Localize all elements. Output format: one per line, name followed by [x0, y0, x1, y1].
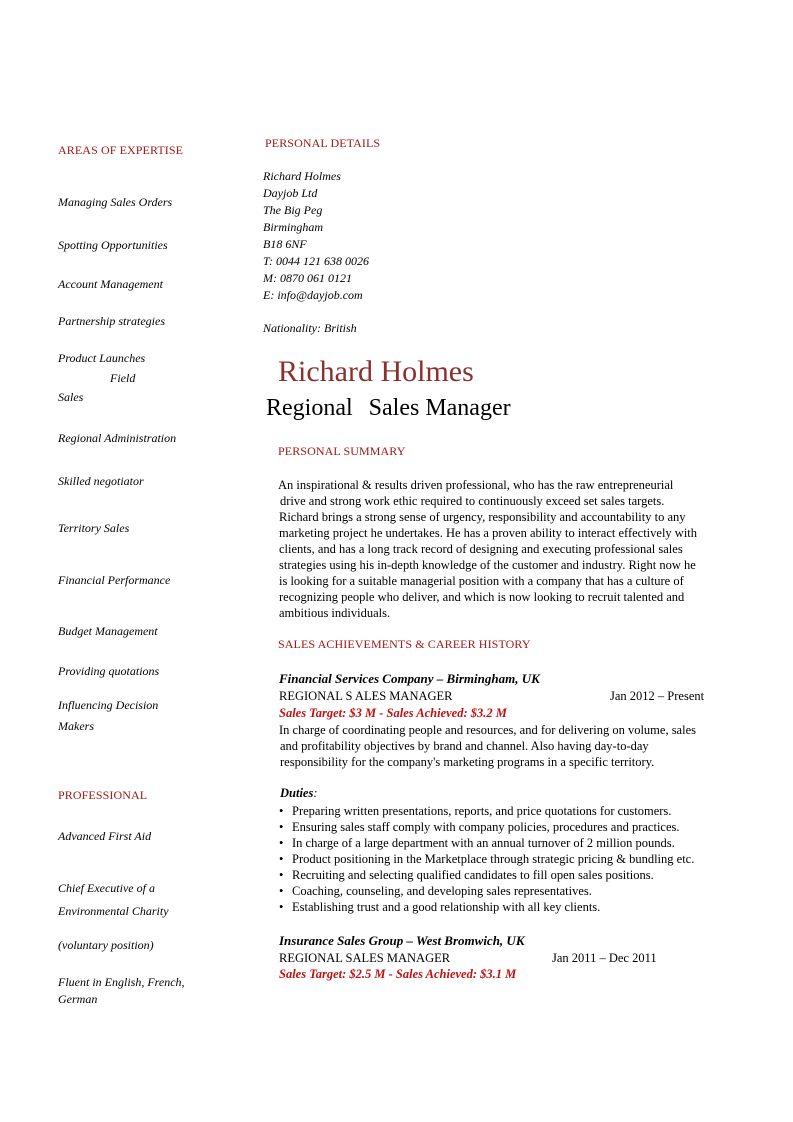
expertise-item: Makers [58, 719, 94, 733]
professional-item: Fluent in English, French, [58, 975, 185, 989]
summary-line: marketing project he undertakes. He has a proven ability to interact effectively with [279, 526, 698, 540]
contact-block [263, 168, 369, 304]
job-dates: Jan 2011 – Dec 2011 [552, 951, 657, 965]
summary-line: An inspirational & results driven professional, who has the raw entrepreneurial [278, 478, 674, 492]
job-description-line: and profitability objectives by brand and channel. Also having day-to-day [280, 739, 649, 753]
candidate-name: Richard Holmes [278, 355, 474, 388]
summary-line: clients, and has a long track record of designing and executing professional sales [279, 542, 683, 556]
expertise-item: Product Launches [58, 351, 146, 365]
summary-line: is looking for a suitable managerial position with a company that has a culture of [279, 574, 684, 588]
job-role-part: Regional [266, 395, 353, 421]
expertise-item: Skilled negotiator [58, 474, 144, 488]
duty-item: • Product positioning in the Marketplace through strategic pricing & bundling etc. [277, 851, 694, 867]
personal-details-heading: PERSONAL DETAILS [265, 136, 381, 150]
professional-item: Chief Executive of a [58, 881, 155, 895]
professional-heading: PROFESSIONAL [58, 788, 148, 802]
summary-line: ambitious individuals. [279, 606, 391, 620]
expertise-item: Financial Performance [58, 573, 171, 587]
duties-list [277, 803, 694, 915]
job-title: REGIONAL SALES MANAGER [279, 951, 451, 965]
job-role [266, 395, 511, 422]
duty-item: • Coaching, counseling, and developing sales representatives. [277, 883, 694, 899]
contact-postcode: B18 6NF [263, 237, 307, 251]
expertise-item: Account Management [58, 277, 163, 291]
expertise-item: Regional Administration [58, 431, 177, 445]
summary-line: Richard brings a strong sense of urgency, responsibility and accountability to any [279, 510, 686, 524]
professional-item: Advanced First Aid [58, 829, 152, 843]
job-title: REGIONAL S ALES MANAGER [279, 689, 453, 703]
duties-label-row [280, 786, 318, 801]
sales-target: Sales Target: $3 M - Sales Achieved: $3.2 M [279, 706, 507, 720]
nationality: Nationality: British [263, 321, 357, 335]
contact-city: Birmingham [263, 220, 323, 234]
contact-telephone: T: 0044 121 638 0026 [263, 254, 370, 268]
sales-target: Sales Target: $2.5 M - Sales Achieved: $3.1 M [279, 967, 517, 981]
contact-mobile: M: 0870 061 0121 [263, 271, 352, 285]
expertise-item: Influencing Decision [58, 698, 159, 712]
expertise-item: Providing quotations [58, 664, 160, 678]
expertise-item: Territory Sales [58, 521, 130, 535]
career-heading: SALES ACHIEVEMENTS & CAREER HISTORY [278, 637, 531, 651]
contact-email: E: info@dayjob.com [263, 288, 363, 302]
professional-item: (voluntary position) [58, 938, 154, 952]
job-company: Insurance Sales Group – West Bromwich, UK [279, 933, 525, 948]
professional-item: Environmental Charity [58, 904, 169, 918]
job-dates: Jan 2012 – Present [610, 689, 705, 703]
expertise-item: Budget Management [58, 624, 158, 638]
summary-line: drive and strong work ethic required to continuously exceed set sales targets. [280, 494, 665, 508]
expertise-item: Partnership strategies [58, 314, 165, 328]
job-role-part: Sales Manager [368, 395, 511, 421]
expertise-item: Field [110, 371, 136, 385]
professional-item: German [58, 992, 98, 1006]
duty-item: • Preparing written presentations, reports, and price quotations for customers. [277, 803, 694, 819]
expertise-item: Spotting Opportunities [58, 238, 168, 252]
contact-company: Dayjob Ltd [263, 186, 318, 200]
duties-label: Duties [280, 786, 314, 800]
duty-item: • Ensuring sales staff comply with company policies, procedures and practices. [277, 819, 694, 835]
summary-line: strategies using his in-depth knowledge of the customer and industry. Right now he [279, 558, 696, 572]
job-company: Financial Services Company – Birmingham, UK [279, 671, 540, 686]
summary-heading: PERSONAL SUMMARY [278, 444, 406, 458]
contact-name: Richard Holmes [263, 169, 341, 183]
job-description-line: In charge of coordinating people and resources, and for delivering on volume, sales [279, 723, 696, 737]
summary-line: recognizing people who deliver, and which is now looking to recruit talented and [279, 590, 685, 604]
duties-colon: : [313, 786, 318, 800]
contact-address-line: The Big Peg [263, 203, 323, 217]
duty-item: • Recruiting and selecting qualified candidates to fill open sales positions. [277, 867, 694, 883]
expertise-item: Sales [58, 390, 84, 404]
duty-item: • Establishing trust and a good relationship with all key clients. [277, 899, 694, 915]
job-description-line: responsibility for the company's marketing programs in a specific territory. [280, 755, 655, 769]
expertise-item: Managing Sales Orders [58, 195, 173, 209]
duty-item: • In charge of a large department with an annual turnover of 2 million pounds. [277, 835, 694, 851]
expertise-heading: AREAS OF EXPERTISE [58, 143, 184, 157]
